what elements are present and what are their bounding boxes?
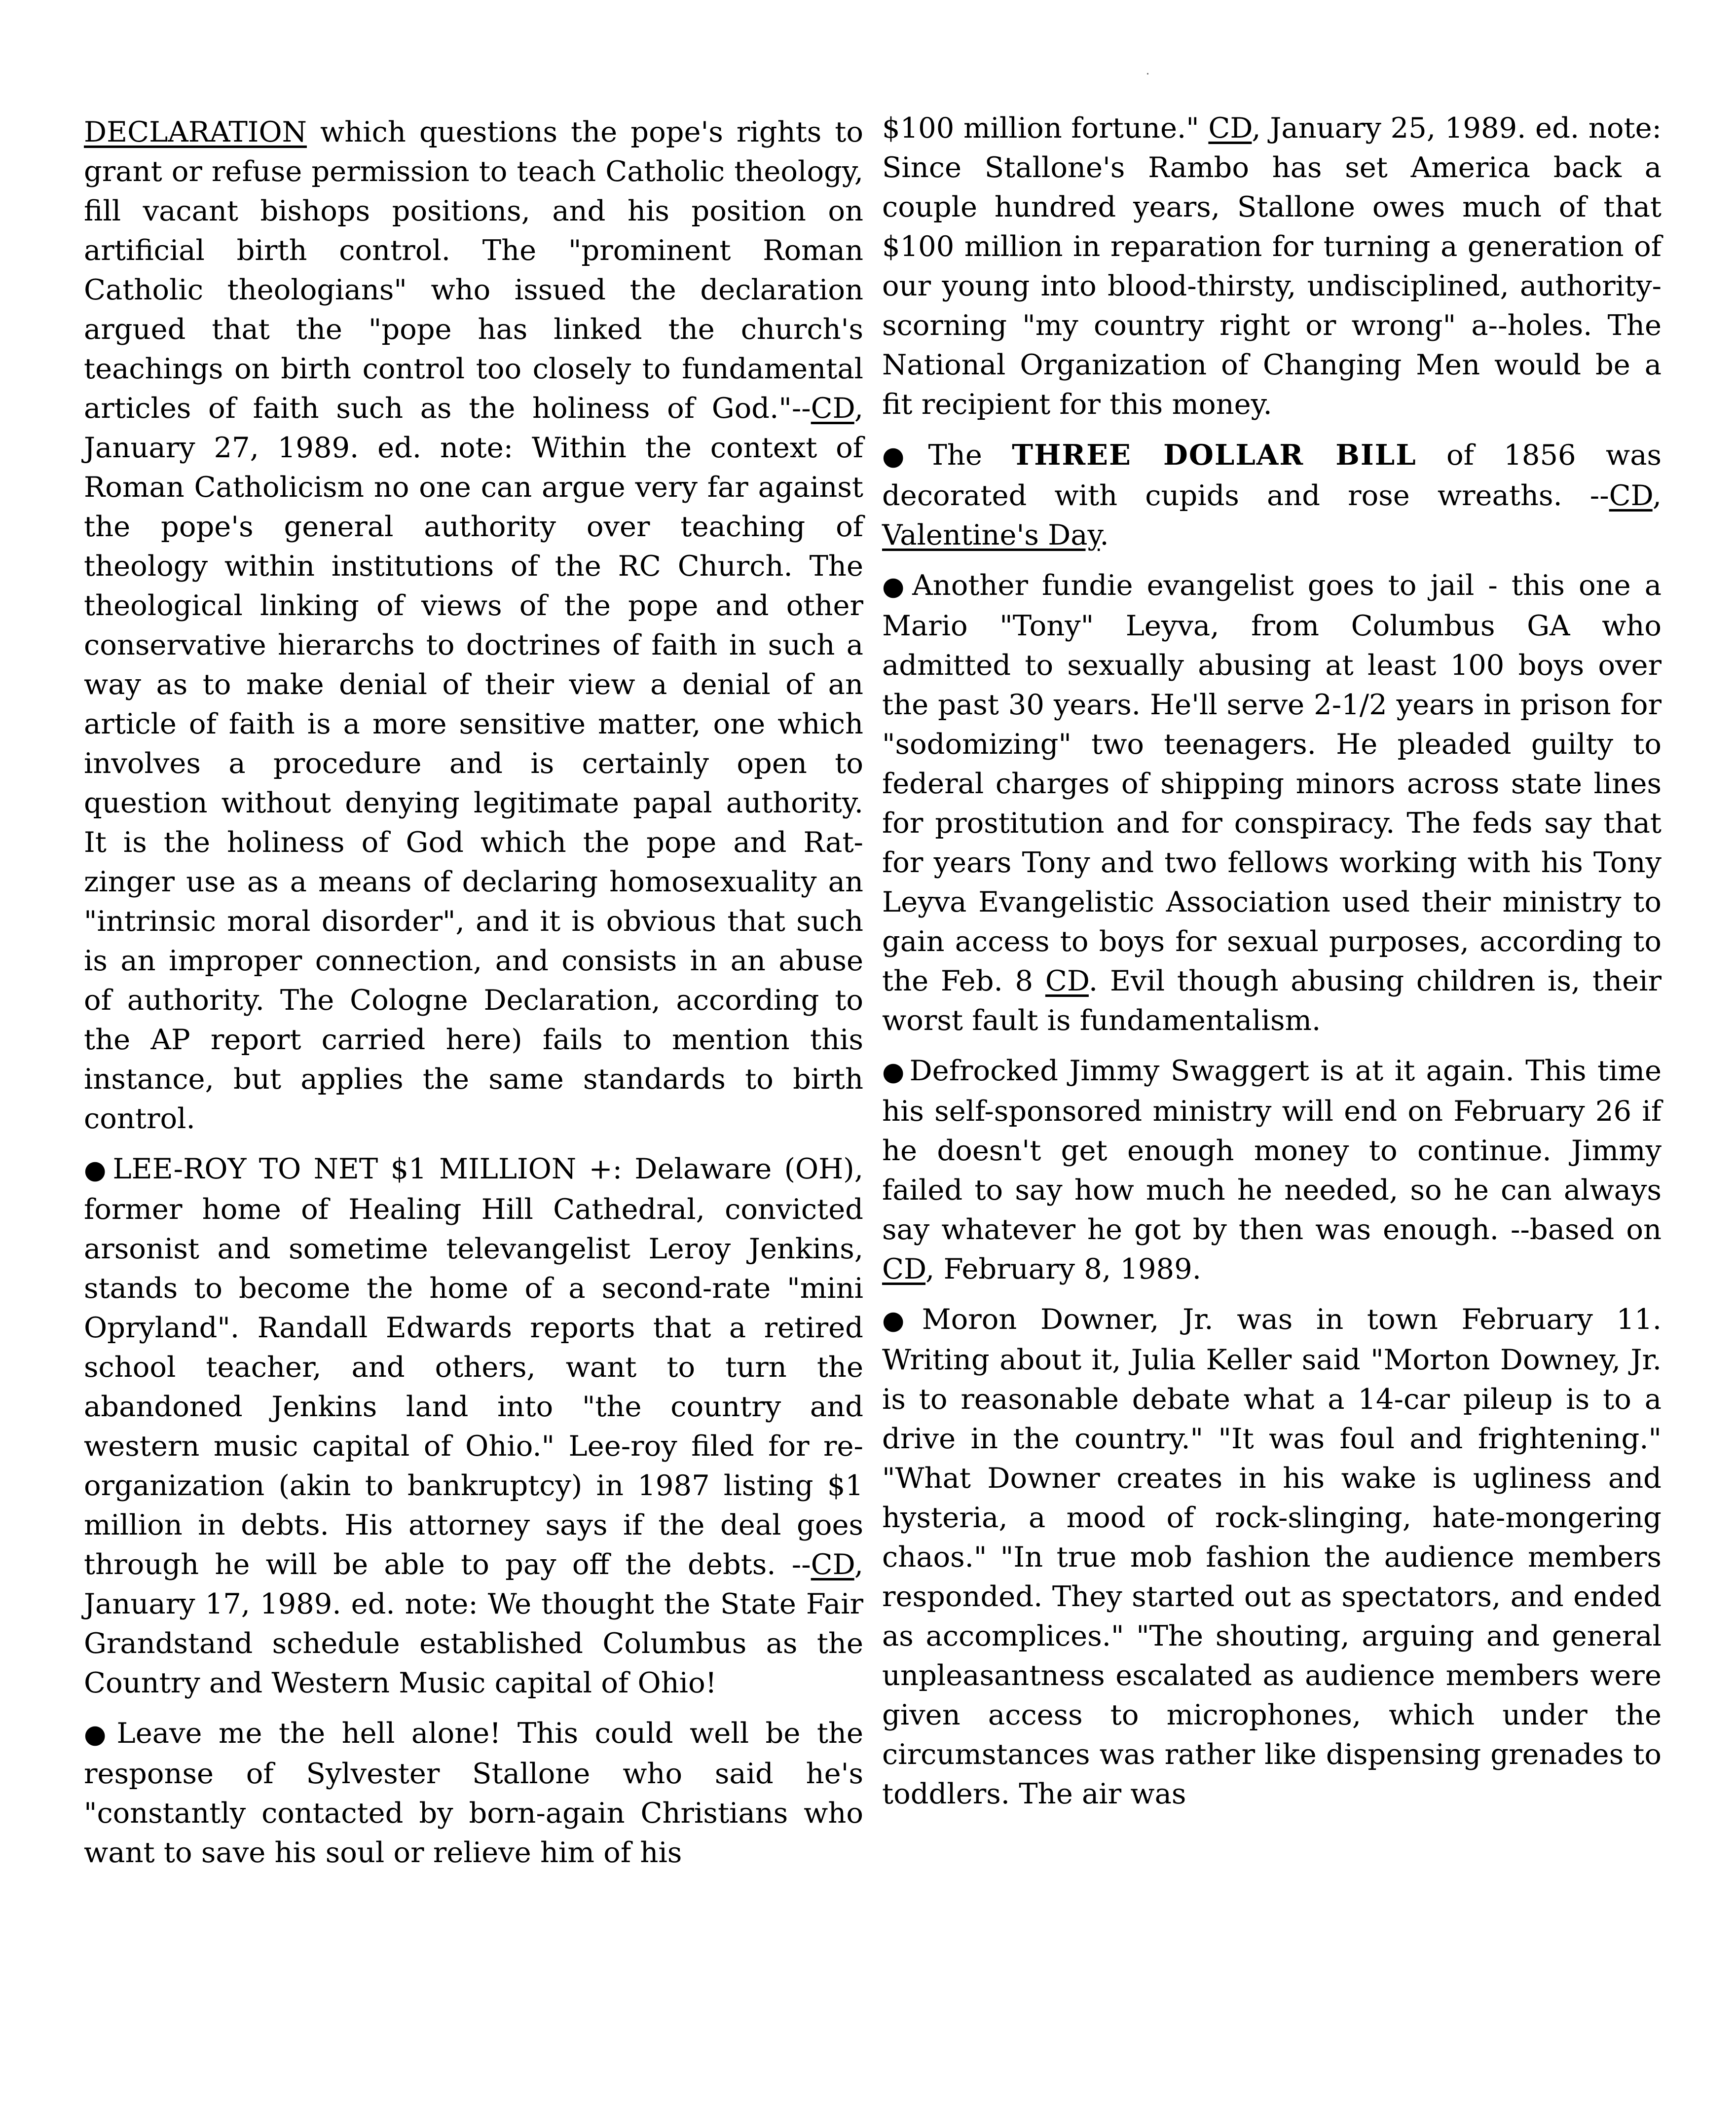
source-cd: CD xyxy=(882,1252,926,1285)
valentines-day-label: Valentine's Day xyxy=(882,518,1100,551)
article-text: $100 million fortune." xyxy=(882,111,1209,145)
left-column xyxy=(84,112,863,1883)
source-cd: CD xyxy=(1045,964,1089,997)
article-stallone xyxy=(84,1714,863,1872)
article-jimmy-swaggert xyxy=(882,1051,1662,1289)
source-cd: CD xyxy=(811,392,854,425)
article-text: which questions the pope's rights to grant or refuse permission to teach Catholic theology, fill vacant bishops positions, and his position on artificial birth control. The "prominent Roman Catholic theologians" who issued the declaration argued that the "pope has linked the church's teachings on birth control too closely to fundamental articles of faith such as the holiness of God."-- xyxy=(84,115,863,425)
article-text: Leave me the hell alone! This could well be the response of Sylvester Stallone who said he's "constantly contacted by born-again Christians who want to save his soul or relieve him of his xyxy=(84,1717,863,1869)
article-text: of 1856 was decorated with cupids and rose wreaths. -- xyxy=(882,439,1662,512)
article-text: Defrocked Jimmy Swaggert is at it again. This time his self-sponsored ministry will end on February 26 if he doesn't get enough money to continue. Jimmy failed to say how much he needed, so he can always say whatever he got by then was enough. --based on xyxy=(882,1054,1662,1246)
article-text: . Evil though abusing children is, their worst fault is fundamentalism. xyxy=(882,964,1662,1037)
bullet-icon: ● xyxy=(882,441,925,471)
source-cd: CD xyxy=(1208,111,1252,145)
bullet-icon: ● xyxy=(882,1057,907,1087)
article-text: Another fundie evangelist goes to jail - this one a Mario "Tony" Leyva, from Columbus GA who admitted to sexually abusing at least 100 boys over the past 30 years. He'll serve 2-1/2 years in prison for "sodomizing" two teenagers. He pleaded guilty to federal charges of shipping minors across state lines for prostitution and for conspiracy. The feds say that for years Tony and two fellows working with his Tony Leyva Evangelistic Association used their ministry to gain access to boys for sexual purposes, according to the Feb. 8 xyxy=(882,569,1662,997)
declaration-heading: DECLARATION xyxy=(84,115,307,148)
article-text: LEE-ROY TO NET $1 MILLION +: Delaware (OH), former home of Healing Hill Cathedral, convicted arsonist and sometime televangelist Leroy Jenkins, stands to become the home of a second-rate "mini Opryland". Randall Edwards reports that a retired school teacher, and others, want to turn the abandoned Jenkins land into "the country and western music capital of Ohio." Lee-roy filed for re-organization (akin to bankruptcy) in 1987 listing $1 million in debts. His attorney says if the deal goes through he will be able to pay off the debts. -- xyxy=(84,1152,863,1581)
stray-print-mark xyxy=(1147,73,1148,74)
article-text: , February 8, 1989. xyxy=(925,1252,1201,1285)
article-leeroy-jenkins xyxy=(84,1149,863,1703)
article-text: Moron Downer, Jr. was in town February 11. Writing about it, Julia Keller said "Morton Downey, Jr. is to reasonable debate what a 14-car pileup is to a drive in the country." "It was foul and frightening." "What Downer creates in his wake is ugliness and hysteria, a mood of rock-slinging, hate-mongering chaos." "In true mob fashion the audience members responded. They started out as spectators, and ended as accomplices." "The shouting, arguing and general unpleasantness escalated as audience members were given access to microphones, which under the circumstances was rather like dispensing grenades to toddlers. The air was xyxy=(882,1303,1662,1810)
source-cd: CD xyxy=(1609,479,1653,512)
article-text: , January 27, 1989. ed. note: Within the context of Roman Catholicism no one can argue very far against the pope's general authority over teaching of theology within institutions of the RC Church. The theological linking of views of the pope and other conservative hierarchs to doctrines of faith in such a way as to make denial of their view a denial of an article of faith is a more sensitive matter, one which involves a procedure and is certainly open to question without denying legitimate papal authority. It is the holiness of God which the pope and Rat-zinger use as a means of declaring homosexuality an "intrinsic moral disorder", and it is obvious that such is an improper connection, and consists in an abuse of authority. The Cologne Declaration, according to the AP report carried here) fails to mention this instance, but applies the same standards to birth control. xyxy=(84,392,863,1135)
bullet-icon: ● xyxy=(84,1720,114,1749)
article-tony-leyva xyxy=(882,566,1662,1040)
bullet-icon: ● xyxy=(882,1306,919,1335)
bullet-icon: ● xyxy=(84,1155,110,1185)
article-stallone-continued xyxy=(882,109,1662,424)
article-text: The xyxy=(928,439,1012,472)
article-text: , January 17, 1989. ed. note: We thought the State Fair Grandstand schedule established Columbus as the Country and Western Music capital of Ohio! xyxy=(84,1548,863,1699)
article-text: . xyxy=(1100,518,1109,551)
source-cd: CD xyxy=(811,1548,854,1581)
article-cologne-declaration xyxy=(84,112,863,1138)
article-morton-downey xyxy=(882,1300,1662,1814)
article-text: , January 25, 1989. ed. note: Since Stallone's Rambo has set America back a couple hundred years, Stallone owes much of that $100 million in reparation for turning a generation of our young into blood-thirsty, undisciplined, authority-scorning "my country right or wrong" a--holes. The National Organization of Changing Men would be a fit recipient for this money. xyxy=(882,111,1662,421)
right-column xyxy=(882,109,1662,1825)
article-text: , xyxy=(1652,479,1662,512)
three-dollar-bill-heading: THREE DOLLAR BILL xyxy=(1012,438,1417,472)
article-three-dollar-bill xyxy=(882,435,1662,555)
bullet-icon: ● xyxy=(882,572,910,601)
